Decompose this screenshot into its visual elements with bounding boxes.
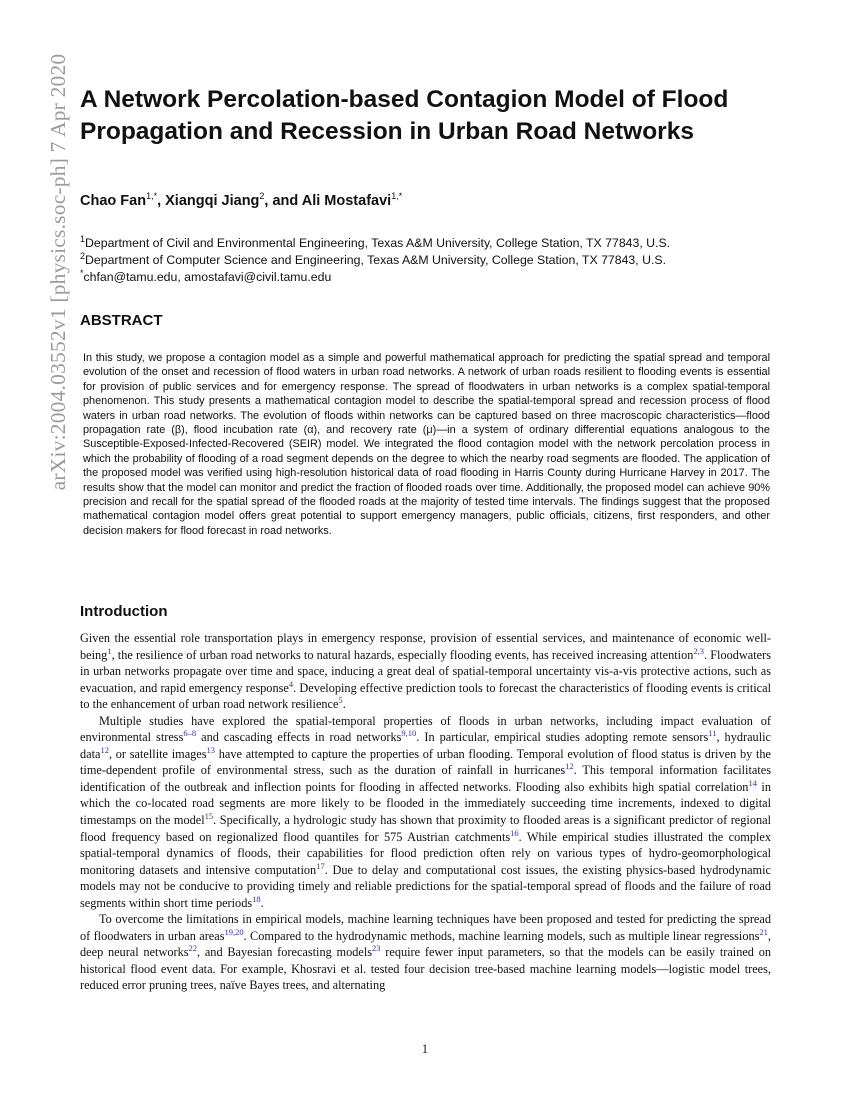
author-affiliation-marker: 2 <box>259 191 265 202</box>
paragraph-text: have attempted to capture the properties of urban flooding. Temporal evolution of flood status is driven by the time-dependent profile of environmental stress, such as the duration of rainfall in hurricanes <box>80 746 771 778</box>
paragraph-text: . In particular, empirical studies adopting remote sensors <box>416 730 709 745</box>
author-affiliation-marker: 1,* <box>391 191 403 202</box>
citation-link[interactable]: 15 <box>204 810 214 821</box>
citation-link[interactable]: 21 <box>759 926 768 937</box>
citation-link[interactable]: 18 <box>252 893 261 904</box>
paragraph-text: . This temporal information facilitates identification of the outbreak and inflection points for flooding in affected networks. Flooding also exhibits high spatial correlation <box>80 763 771 794</box>
affiliation-marker: * <box>80 267 84 278</box>
introduction-paragraph <box>80 713 771 912</box>
paragraph-text: Multiple studies have explored the spatial-temporal properties of floods in urban networks, including impact evaluation of environmental stress <box>80 713 771 745</box>
paragraph-text: require fewer input parameters, so that the models can be easily trained on historical flood event data. For example, Khosravi et al. tested four decision tree-based machine learning models—logistic model trees, reduced error pruning trees, naïve Bayes trees, and alternating <box>80 945 771 993</box>
paragraph-text: in which the co-located road segments are more likely to be flooded in the immediately succeeding time increments, indexed to digital timestamps on the model <box>80 779 771 828</box>
paper-title: A Network Percolation-based Contagion Model of Flood Propagation and Recession in Urban Road Networks <box>80 86 729 145</box>
citation-link[interactable]: 5 <box>338 695 343 706</box>
author-name: Chao Fan <box>80 193 147 209</box>
citation-link[interactable]: 11 <box>708 728 717 739</box>
paragraph-text: , and Bayesian forecasting models <box>197 945 373 960</box>
author-list <box>80 193 402 209</box>
author-affiliation-marker: 1,* <box>146 191 158 202</box>
affiliation-text: Department of Civil and Environmental Engineering, Texas A&M University, College Station, TX 77843, U.S. <box>85 236 671 250</box>
affiliation-marker: 1 <box>80 233 86 244</box>
paragraph-text: . Developing effective prediction tools to forecast the characteristics of flooding events is critical to the enhancement of urban road network resilience <box>80 680 771 712</box>
author-name: Ali Mostafavi <box>301 193 392 209</box>
affiliation-line <box>80 252 780 269</box>
citation-link[interactable]: 12 <box>565 761 574 772</box>
abstract-text: In this study, we propose a contagion model as a simple and powerful mathematical approach for predicting the spatial spread and temporal evolution of the onset and recession of flood waters in urban road networks. A network of urban roads resilient to flooding events is essential for provision of public services and for emergency response. The spread of floodwaters in urban networks is a complex spatial-temporal phenomenon. This study presents a mathematical contagion model to describe the spatial-temporal spread and recession process of flood waters in urban road networks. The evolution of floods within networks can be captured based on three macroscopic characteristics—flood propagation rate (β), flood incubation rate (α), and recovery rate (μ)—in a system of ordinary differential equations analogous to the Susceptible-Exposed-Infected-Recovered (SEIR) model. We integrated the flood contagion model with the network percolation process in which the probability of flooding of a road segment depends on the degree to which the nearby road segments are flooded. The application of the proposed model was verified using high-resolution historical data of road flooding in Harris County during Hurricane Harvey in 2017. The results show that the model can monitor and predict the fraction of flooded roads over time. Additionally, the proposed model can achieve 90% precision and recall for the spatial spread of the flooded roads at the majority of tested time intervals. The findings suggest that the proposed mathematical contagion model offers great potential to support emergency managers, public officials, citizens, first responders, and other decision makers for flood forecast in road networks. <box>83 352 770 537</box>
paragraph-text: . While empirical studies illustrated the complex spatial-temporal dynamics of floods, their capabilities for flood prediction often rely on various types of hydro-geomorphological monitoring datasets and intensive computation <box>80 829 771 877</box>
citation-link[interactable]: 13 <box>206 744 216 755</box>
paragraph-text: . <box>260 895 264 910</box>
citation-link[interactable]: 19,20 <box>224 926 244 937</box>
citation-link[interactable]: 9,10 <box>401 728 417 739</box>
paragraph-text: . Floodwaters in urban networks propagate over time and space, inducing a great deal of spatial-temporal uncertainty vis-a-vis protective actions, such as evacuation, and rapid emergency response <box>80 647 772 695</box>
citation-link[interactable]: 14 <box>748 777 757 788</box>
author-separator: , and <box>264 193 302 209</box>
affiliation-line <box>80 235 780 252</box>
paragraph-text: . <box>342 697 346 712</box>
introduction-heading: Introduction <box>80 603 168 620</box>
abstract-heading: ABSTRACT <box>80 312 163 329</box>
citation-link[interactable]: 1 <box>107 645 112 656</box>
paragraph-text: , the resilience of urban road networks to natural hazards, especially flooding events, has received increasing attention <box>111 647 694 662</box>
paragraph-text: , deep neural networks <box>80 928 771 960</box>
affiliations <box>80 235 780 286</box>
paragraph-text: To overcome the limitations in empirical models, machine learning techniques have been proposed and tested for predicting the spread of floodwaters in urban areas <box>80 912 771 943</box>
paragraph-text: , hydraulic data <box>80 730 771 761</box>
citation-link[interactable]: 4 <box>288 678 294 689</box>
arxiv-stamp <box>46 53 70 491</box>
author-separator: , <box>157 193 166 209</box>
affiliation-marker: 2 <box>80 250 86 261</box>
affiliation-text: Department of Computer Science and Engineering, Texas A&M University, College Station, TX 77843, U.S. <box>85 253 667 267</box>
citation-link[interactable]: 17 <box>316 860 325 871</box>
page-number: 1 <box>421 1042 429 1056</box>
introduction-paragraph <box>80 630 771 713</box>
affiliation-text: chfan@tamu.edu, amostafavi@civil.tamu.edu <box>83 270 332 284</box>
citation-link[interactable]: 2,3 <box>693 645 704 656</box>
paragraph-text: , or satellite images <box>108 746 207 761</box>
citation-link[interactable]: 22 <box>188 943 198 954</box>
author-name: Xiangqi Jiang <box>165 193 260 209</box>
citation-link[interactable]: 6–8 <box>183 728 197 739</box>
citation-link[interactable]: 23 <box>372 943 381 954</box>
paragraph-text: and cascading effects in road networks <box>196 730 402 745</box>
affiliation-line <box>80 269 780 286</box>
introduction-paragraph <box>80 911 771 994</box>
citation-link[interactable]: 16 <box>510 827 519 838</box>
paragraph-text: . Due to delay and computational cost issues, the existing physics-based hydrodynamic models may not be conducive to providing timely and reliable predictions for the spatial-temporal spread of floods and the failure of road segments within short time periods <box>80 862 771 910</box>
paragraph-text: . Compared to the hydrodynamic methods, machine learning models, such as multiple linear regressions <box>243 928 760 943</box>
paragraph-text: Given the essential role transportation plays in emergency response, provision of essential services, and maintenance of economic well-being <box>80 631 771 662</box>
arxiv-stamp-text: arXiv:2004.03552v1 [physics.soc-ph] 7 Apr 2020 <box>46 53 70 491</box>
citation-link[interactable]: 12 <box>100 744 109 755</box>
introduction-body <box>80 630 771 994</box>
paragraph-text: . Specifically, a hydrologic study has shown that proximity to flooded areas is a significant predictor of regional flood frequency based on regionalized flood quantiles for 575 Austrian catchments <box>80 813 771 844</box>
